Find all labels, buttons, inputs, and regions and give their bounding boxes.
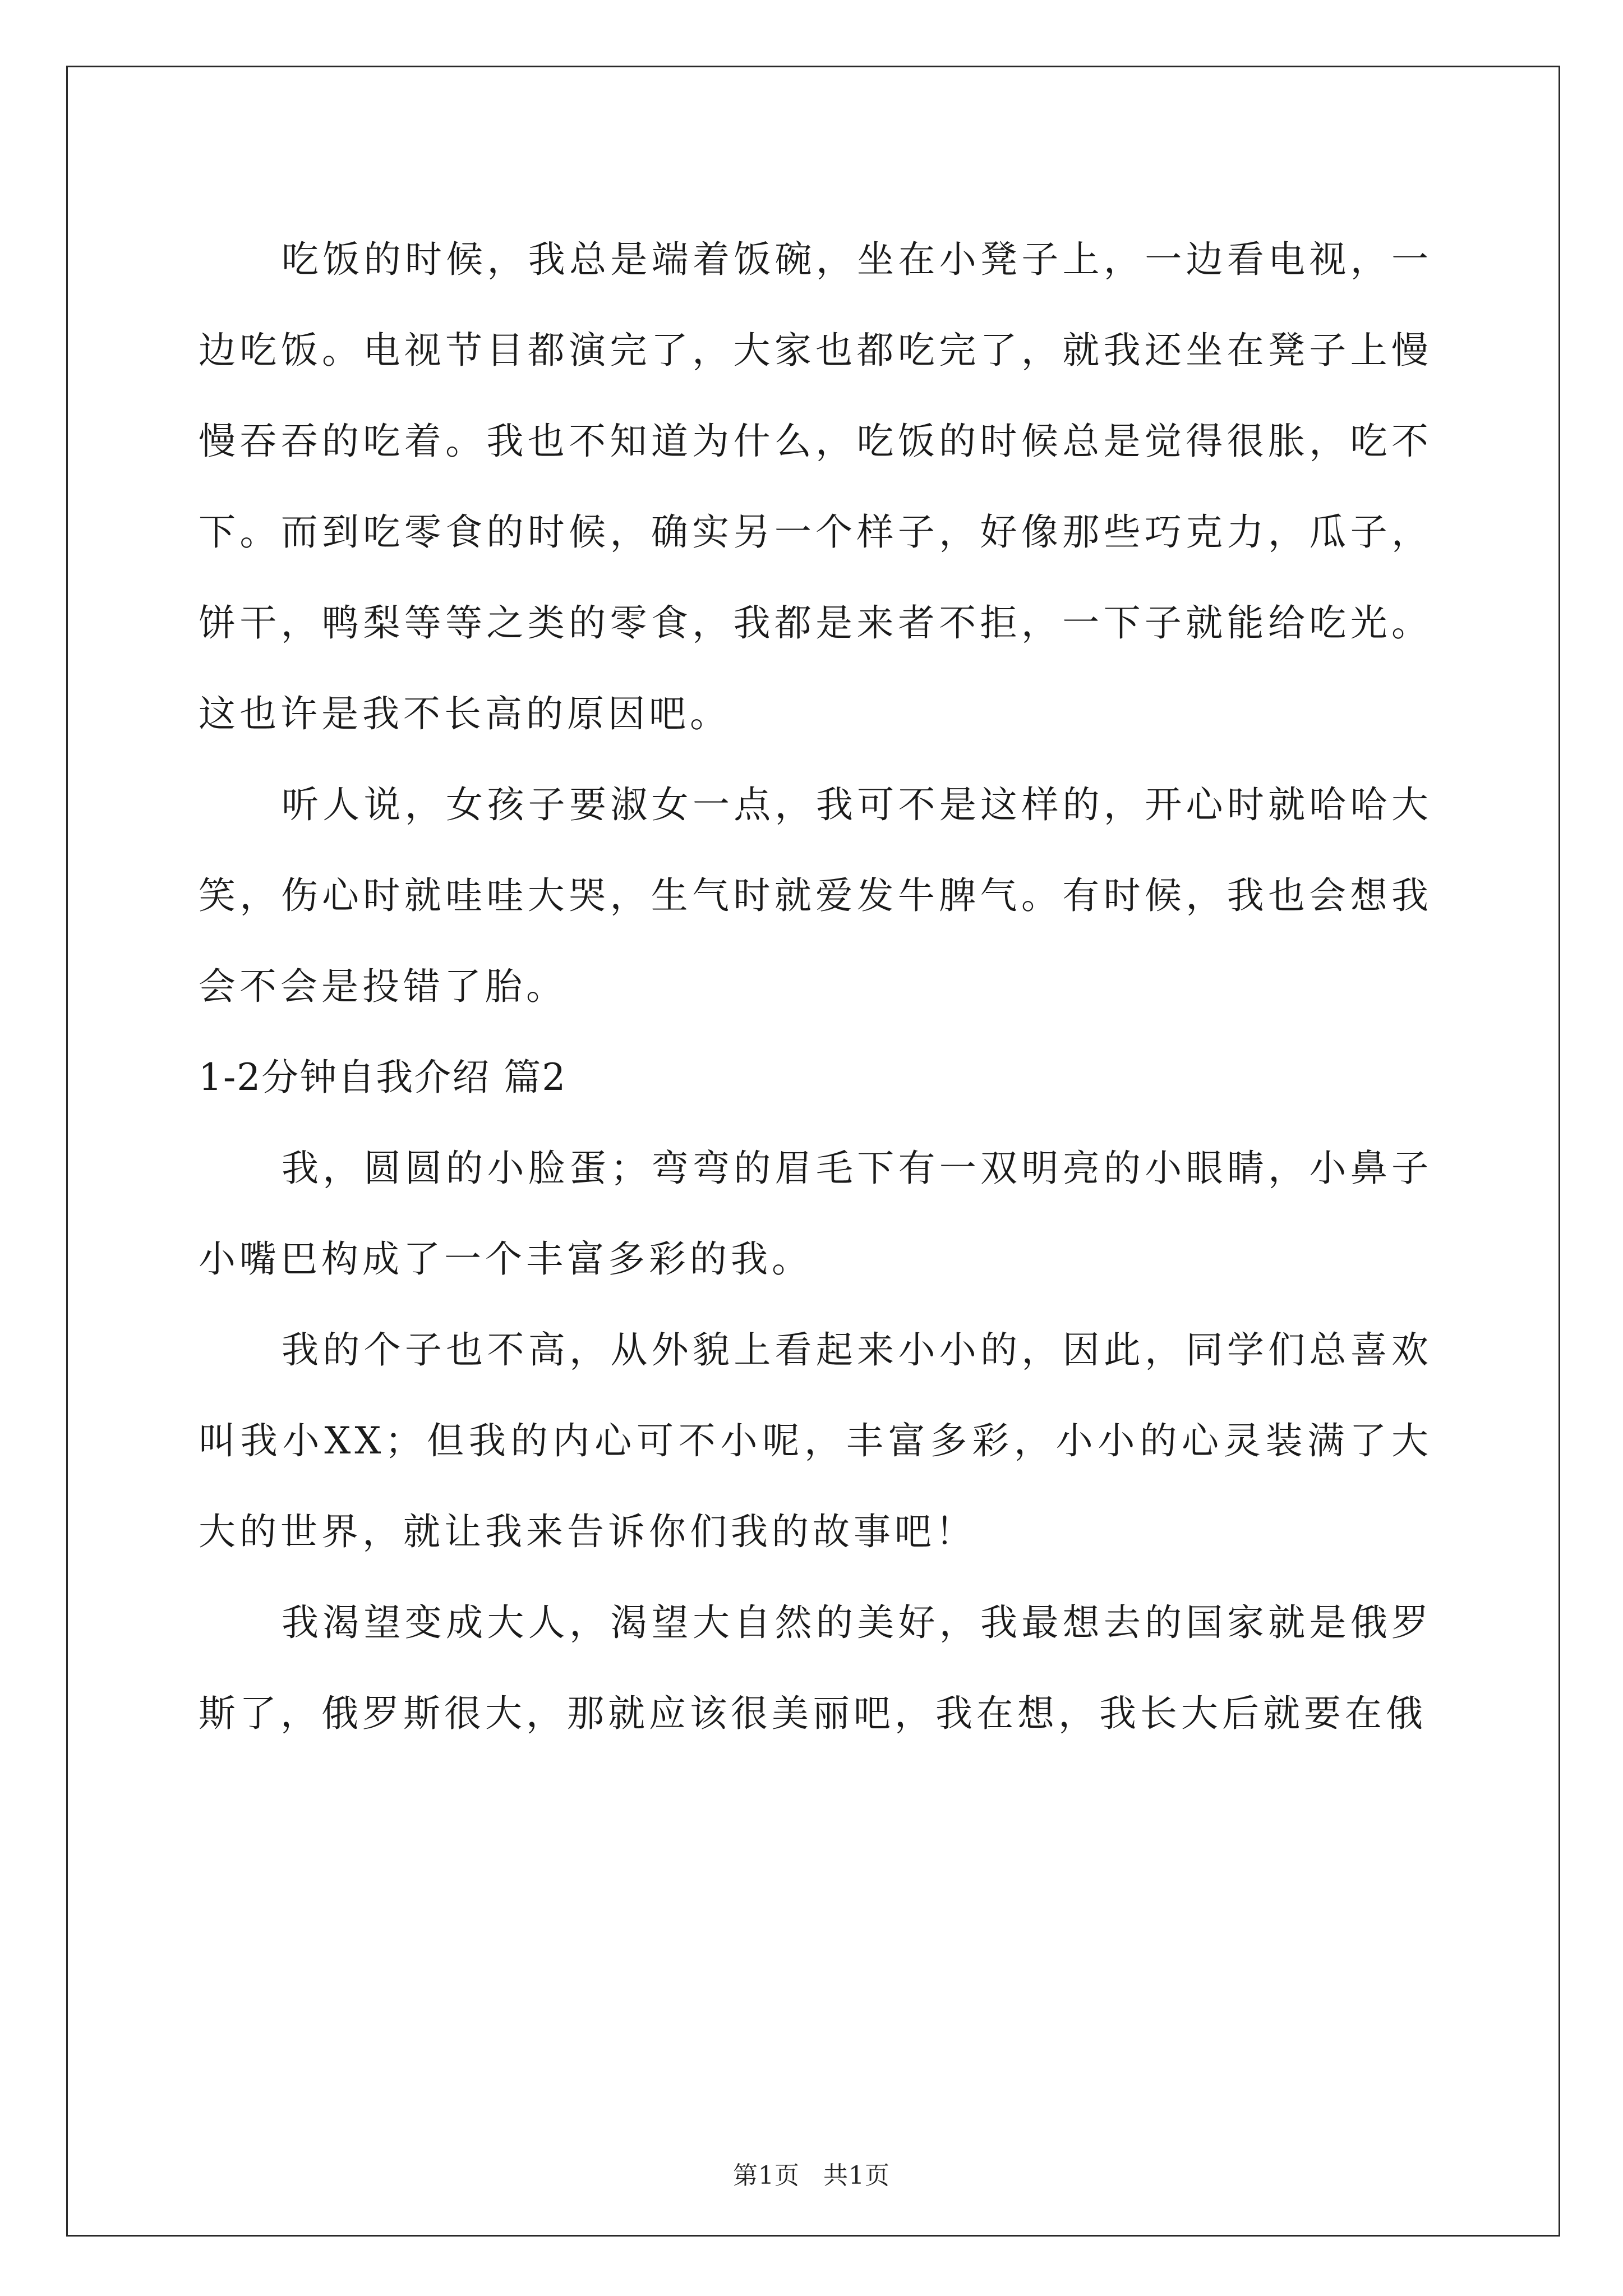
- page-number: 第1页: [733, 2161, 800, 2190]
- section-heading-number: 篇2: [504, 1056, 567, 1099]
- document-body: [199, 214, 1432, 1759]
- page-footer: [0, 2155, 1623, 2191]
- page-total: 共1页: [823, 2161, 890, 2190]
- paragraph-personality: 听人说，女孩子要淑女一点，我可不是这样的，开心时就哈哈大笑，伤心时就哇哇大哭，生气时就爱发牛脾气。有时候，我也会想我会不会是投错了胎。: [199, 783, 1432, 1008]
- section-heading-title: 1-2分钟自我介绍: [199, 1056, 491, 1099]
- paragraph-eating-habits: 吃饭的时候，我总是端着饭碗，坐在小凳子上，一边看电视，一边吃饭。电视节目都演完了，大家也都吃完了，就我还坐在凳子上慢慢吞吞的吃着。我也不知道为什么，吃饭的时候总是觉得很胀，吃不下。而到吃零食的时候，确实另一个样子，好像那些巧克力，瓜子，饼干，鸭梨等等之类的零食，我都是来者不拒，一下子就能给吃光。这也许是我不长高的原因吧。: [199, 238, 1432, 735]
- paragraph-appearance: 我，圆圆的小脸蛋；弯弯的眉毛下有一双明亮的小眼睛，小鼻子小嘴巴构成了一个丰富多彩的我。: [199, 1147, 1432, 1281]
- paragraph-height: 我的个子也不高，从外貌上看起来小小的，因此，同学们总喜欢叫我小XX；但我的内心可不小呢，丰富多彩，小小的心灵装满了大大的世界，就让我来告诉你们我的故事吧！: [199, 1328, 1432, 1553]
- section-heading: [199, 1032, 1432, 1123]
- paragraph-dream: 我渴望变成大人，渴望大自然的美好，我最想去的国家就是俄罗斯了，俄罗斯很大，那就应该很美丽吧，我在想，我长大后就要在俄: [199, 1601, 1432, 1735]
